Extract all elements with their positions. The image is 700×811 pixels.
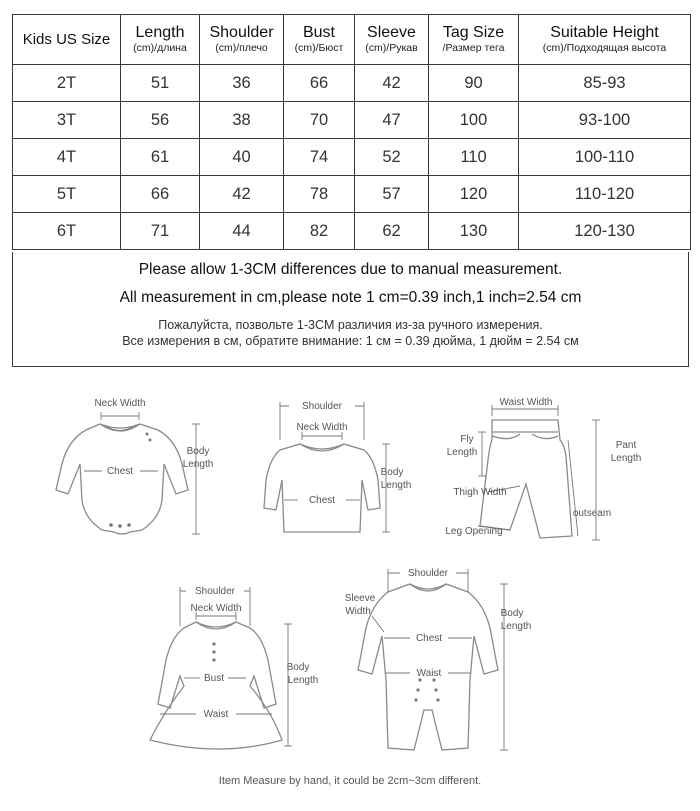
tshirt-chest-label: Chest — [308, 495, 336, 506]
table-cell: 42 — [355, 65, 429, 102]
table-cell: 78 — [284, 176, 355, 213]
table-cell: 40 — [200, 139, 284, 176]
dress-waist-label: Waist — [203, 709, 229, 720]
pants-leg-opening-label: Leg Opening — [445, 526, 503, 537]
dress-neck-width-label: Neck Width — [190, 603, 242, 614]
table-cell: 6T — [13, 213, 121, 250]
table-cell: 90 — [429, 65, 519, 102]
measurement-notes — [12, 252, 689, 367]
tshirt-body-length-label-1: Body — [380, 467, 404, 478]
bodysuit-body-length-label-1: Body — [186, 446, 210, 457]
table-cell: 85-93 — [519, 65, 691, 102]
table-cell: 110 — [429, 139, 519, 176]
table-row — [13, 176, 691, 213]
romper-collar — [410, 584, 446, 591]
table-row — [13, 213, 691, 250]
bodysuit-body-length-label-2: Length — [182, 459, 214, 470]
dress-shoulder-label: Shoulder — [194, 586, 236, 597]
dress-diagram — [150, 584, 318, 749]
pants-outline-icon — [480, 420, 572, 538]
tshirt-collar — [300, 444, 344, 451]
table-cell: 120-130 — [519, 213, 691, 250]
pants-pant-length-label-2: Length — [610, 453, 642, 464]
table-cell: 100-110 — [519, 139, 691, 176]
table-cell: 5T — [13, 176, 121, 213]
table-cell: 93-100 — [519, 102, 691, 139]
header-length: Length (cm)/длина — [121, 15, 200, 65]
table-header-row — [13, 15, 691, 65]
tshirt-diagram — [264, 399, 411, 532]
table-cell: 51 — [121, 65, 200, 102]
table-row — [13, 65, 691, 102]
pants-outseam-label: outseam — [572, 508, 612, 519]
bodysuit-chest-label: Chest — [106, 466, 134, 477]
pants-waist-width-label: Waist Width — [499, 397, 553, 408]
table-cell: 66 — [284, 65, 355, 102]
header-suitable-height: Suitable Height (cm)/Подходящая высота — [519, 15, 691, 65]
dress-collar — [196, 622, 236, 629]
table-cell: 74 — [284, 139, 355, 176]
table-row — [13, 139, 691, 176]
pants-fly-length-label-2: Length — [446, 447, 478, 458]
bodysuit-outline-icon — [56, 424, 188, 534]
header-tag-size: Tag Size /Размер тега — [429, 15, 519, 65]
bodysuit-neck-width-label: Neck Width — [94, 398, 146, 409]
table-cell: 82 — [284, 213, 355, 250]
romper-sleeve-width-label-2: Width — [345, 606, 371, 617]
note-russian-1: Пожалуйста, позвольте 1-3CM различия из-за ручного измерения. — [158, 318, 543, 332]
header-bust: Bust (cm)/Бюст — [284, 15, 355, 65]
size-chart-table — [12, 14, 691, 250]
romper-body-length-label-1: Body — [500, 608, 524, 619]
dress-outline-icon — [150, 622, 282, 749]
table-cell: 42 — [200, 176, 284, 213]
tshirt-outline-icon — [264, 444, 380, 532]
note-russian-2: Все измерения в см, обратите внимание: 1 см = 0.39 дюйма, 1 дюйм = 2.54 см — [122, 334, 579, 348]
table-cell: 4T — [13, 139, 121, 176]
tshirt-body-length-label-2: Length — [380, 480, 412, 491]
romper-body-length-label-2: Length — [500, 621, 532, 632]
footer-note: Item Measure by hand, it could be 2cm~3cm different. — [218, 775, 482, 787]
romper-outline-icon — [358, 584, 498, 750]
dress-body-length-label-1: Body — [286, 662, 310, 673]
table-cell: 38 — [200, 102, 284, 139]
note-english-1: Please allow 1-3CM differences due to manual measurement. — [138, 261, 563, 278]
table-cell: 56 — [121, 102, 200, 139]
tshirt-shoulder-label: Shoulder — [301, 401, 343, 412]
header-sleeve: Sleeve (cm)/Рукав — [355, 15, 429, 65]
pants-thigh-width-label: Thigh Width — [453, 487, 507, 498]
romper-diagram — [345, 566, 532, 750]
table-cell: 130 — [429, 213, 519, 250]
table-cell: 66 — [121, 176, 200, 213]
pants-pockets — [492, 434, 558, 439]
romper-sleeve-width-label-1: Sleeve — [344, 593, 376, 604]
bodysuit-diagram — [56, 398, 213, 534]
pants-diagram — [445, 395, 641, 540]
table-cell: 61 — [121, 139, 200, 176]
diagrams-canvas — [0, 380, 700, 775]
romper-waist-label: Waist — [416, 668, 442, 679]
table-cell: 62 — [355, 213, 429, 250]
note-english-2: All measurement in cm,please note 1 cm=0.39 inch,1 inch=2.54 cm — [119, 289, 582, 306]
table-row — [13, 102, 691, 139]
table-cell: 2T — [13, 65, 121, 102]
dress-bust-label: Bust — [203, 673, 225, 684]
header-kids-us-size: Kids US Size — [13, 15, 121, 65]
pants-pant-length-label-1: Pant — [615, 440, 637, 451]
table-cell: 110-120 — [519, 176, 691, 213]
table-cell: 57 — [355, 176, 429, 213]
pants-fly-length-label-1: Fly — [460, 434, 474, 445]
table-cell: 100 — [429, 102, 519, 139]
dress-body-length-label-2: Length — [287, 675, 319, 686]
table-cell: 47 — [355, 102, 429, 139]
table-cell: 70 — [284, 102, 355, 139]
tshirt-neck-width-label: Neck Width — [296, 422, 348, 433]
table-cell: 71 — [121, 213, 200, 250]
header-shoulder: Shoulder (cm)/плечо — [200, 15, 284, 65]
romper-shoulder-label: Shoulder — [407, 568, 449, 579]
table-cell: 36 — [200, 65, 284, 102]
table-cell: 3T — [13, 102, 121, 139]
table-cell: 44 — [200, 213, 284, 250]
table-cell: 52 — [355, 139, 429, 176]
romper-chest-label: Chest — [415, 633, 443, 644]
table-cell: 120 — [429, 176, 519, 213]
